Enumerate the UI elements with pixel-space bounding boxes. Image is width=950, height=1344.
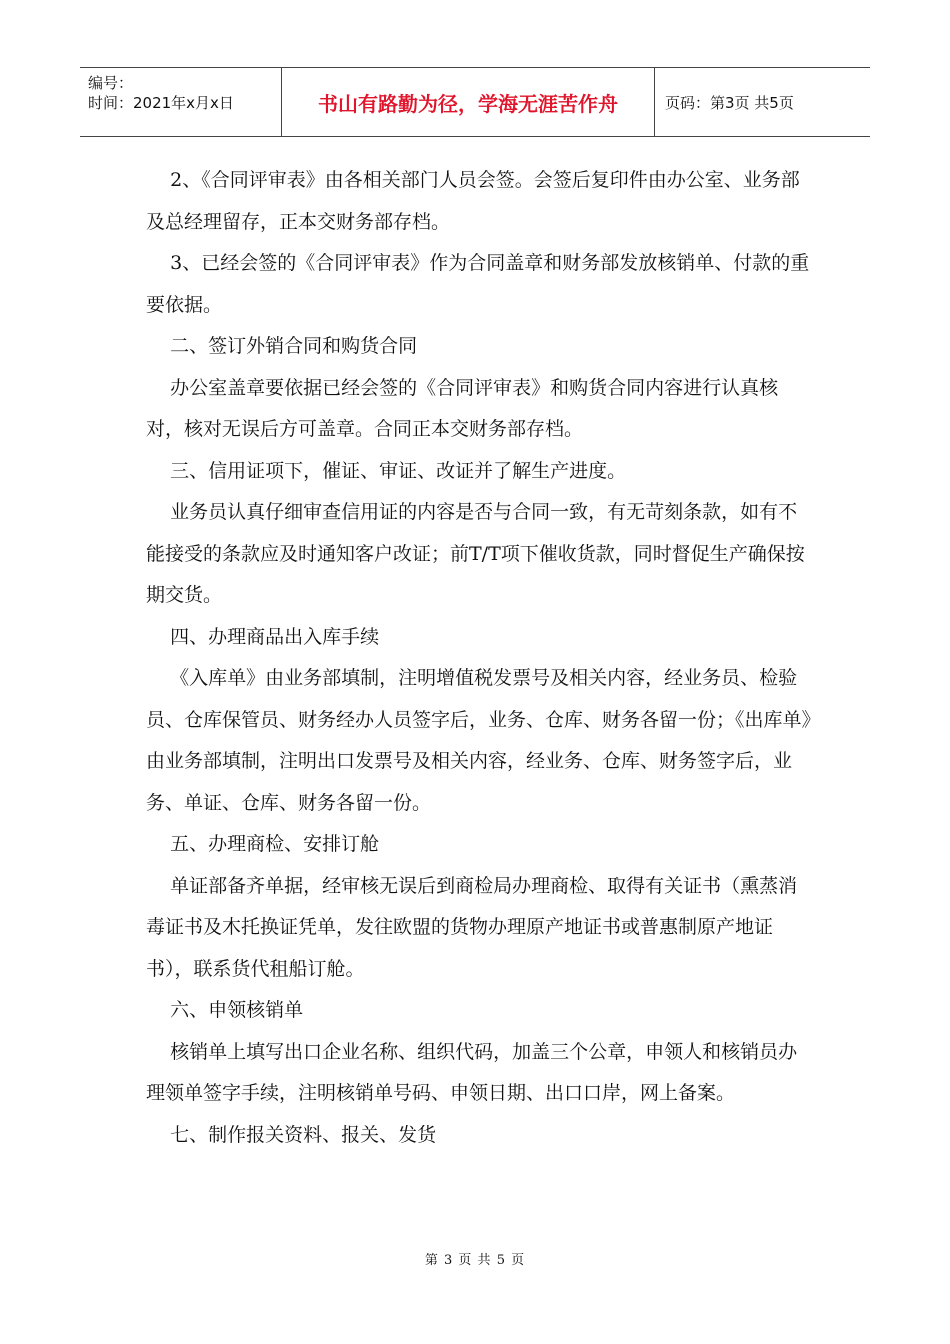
page-footer: 第 3 页 共 5 页 (424, 1253, 526, 1268)
header-page-info: 页码：第3页 共5页 (665, 93, 794, 112)
paragraph-5: 《入库单》由业务部填制，注明增值税发票号及相关内容，经业务员、检验员、仓库保管员、财务经办人员签字后，业务、仓库、财务各留一份；《出库单》由业务部填制，注明出口发票号及相关内容，经业务、仓库、财务签字后，业务、单证、仓库、财务各留一份。 (146, 667, 812, 814)
paragraph-2: 3、已经会签的《合同评审表》作为合同盖章和财务部发放核销单、付款的重要依据。 (146, 252, 810, 316)
section-heading-4: 四、办理商品出入库手续 (146, 625, 380, 648)
paragraph-7: 核销单上填写出口企业名称、组织代码，加盖三个公章，申领人和核销员办理领单签字手续，注明核销单号码、申领日期、出口口岸，网上备案。 (146, 1040, 798, 1104)
paragraph-6: 单证部备齐单据，经审核无误后到商检局办理商检、取得有关证书（熏蒸消毒证书及木托换证凭单，发往欧盟的货物办理原产地证书或普惠制原产地证书），联系货代租船订舱。 (146, 874, 798, 980)
header-meta-cell (80, 68, 282, 136)
document-time-label: 时间：2021年x月x日 (88, 94, 234, 112)
header-page-cell (655, 68, 870, 136)
section-heading-2: 二、签订外销合同和购货合同 (146, 335, 418, 357)
section-heading-7: 七、制作报关资料、报关、发货 (146, 1123, 437, 1146)
header-motto: 书山有路勤为径，学海无涯苦作舟 (318, 91, 618, 116)
section-heading-3: 三、信用证项下，催证、审证、改证并了解生产进度。 (146, 459, 627, 482)
header-motto-cell (282, 68, 655, 136)
section-heading-5: 五、办理商检、安排订舱 (146, 833, 380, 855)
paragraph-3: 办公室盖章要依据已经会签的《合同评审表》和购货合同内容进行认真核对，核对无误后方可盖章。合同正本交财务部存档。 (146, 376, 779, 440)
document-body (146, 160, 811, 1156)
paragraph-1: 2、《合同评审表》由各相关部门人员会签。会签后复印件由办公室、业务部及总经理留存，正本交财务部存档。 (146, 169, 800, 233)
document-number-label: 编号： (88, 74, 134, 92)
section-heading-6: 六、申领核销单 (146, 999, 304, 1021)
paragraph-4: 业务员认真仔细审查信用证的内容是否与合同一致，有无苛刻条款，如有不能接受的条款应及时通知客户改证；前T/T项下催收货款，同时督促生产确保按期交货。 (146, 501, 805, 606)
page-header (80, 67, 870, 137)
